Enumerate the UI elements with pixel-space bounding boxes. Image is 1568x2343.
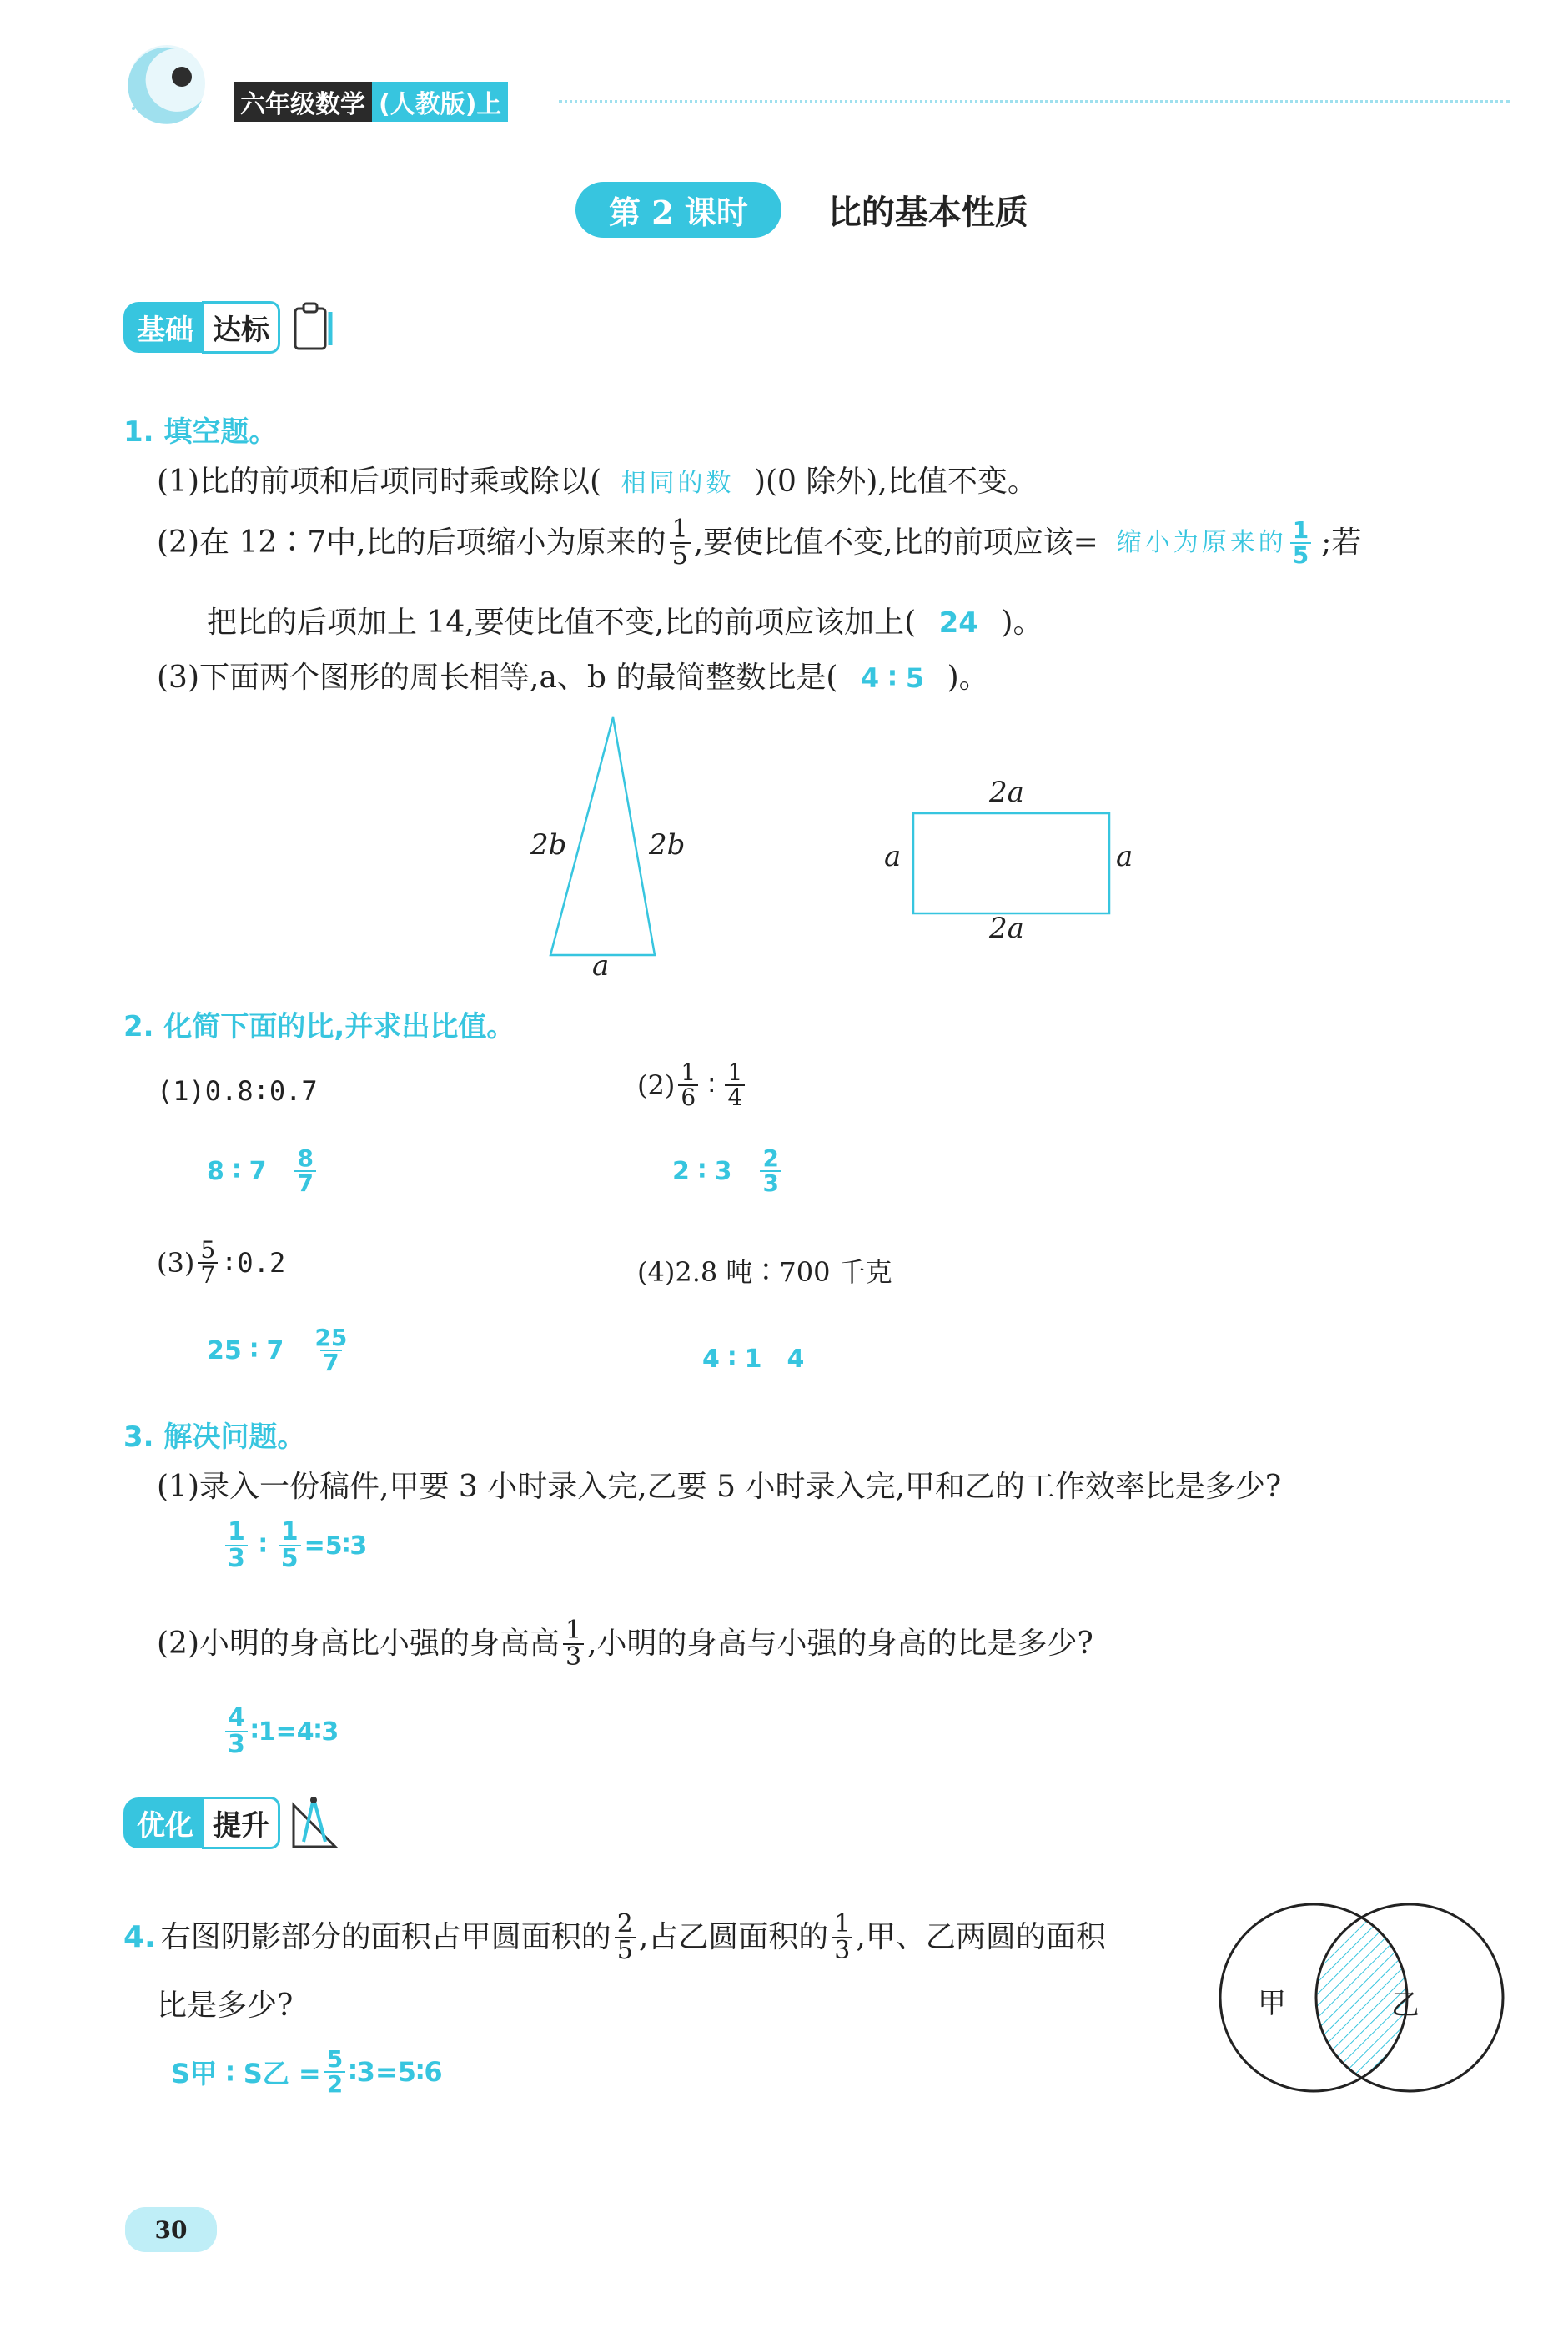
frac-numerator: 1	[834, 1909, 851, 1938]
frac-denominator: 4	[725, 1084, 745, 1109]
frac-denominator: 3	[563, 1643, 584, 1670]
q1-part2-fraction	[670, 517, 691, 569]
q4-line2: 比是多少?	[157, 1989, 294, 2023]
q1-part2-line2	[207, 602, 1043, 644]
frac-numerator: 2	[762, 1144, 779, 1172]
frac-denominator: 6	[678, 1084, 698, 1109]
frac-denominator: 3	[225, 1731, 248, 1757]
q2-item1-value	[294, 1144, 315, 1197]
q3-heading: 3. 解决问题。	[123, 1420, 306, 1454]
frac-denominator: 5	[1290, 542, 1311, 567]
q3-part2-text-b: ,小明的身高与小强的身高的比是多少?	[587, 1627, 1093, 1661]
q3-p1-sep: ∶	[259, 1531, 267, 1561]
q4-answer-frac	[324, 2045, 345, 2098]
frac-numerator: 1	[681, 1058, 696, 1086]
q3-p1-frac-b	[279, 1517, 301, 1573]
q3-part2-answer	[222, 1703, 339, 1759]
frac-numerator: 1	[565, 1616, 582, 1645]
q1-part2-line2-b: )。	[1001, 606, 1043, 640]
page-number: 30	[154, 2215, 188, 2244]
q1-part1-text: (1)比的前项和后项同时乘或除以(	[157, 465, 602, 499]
section-tag-basic	[123, 300, 339, 354]
q4-text-b: ,占乙圆面积的	[638, 1920, 829, 1954]
section-tag-advanced-2: 提升	[202, 1797, 280, 1849]
q1-part1	[157, 461, 1038, 505]
q1-part2-text-c: ;若	[1321, 525, 1362, 560]
q4-answer	[171, 2045, 443, 2098]
frac-denominator: 3	[225, 1545, 248, 1571]
q2-item1-answer	[207, 1144, 319, 1197]
mascot-moon-icon	[117, 33, 217, 133]
q4-frac1	[615, 1909, 636, 1965]
q2-item3	[157, 1236, 286, 1289]
q2-item1-ratio: 8 ∶ 7	[207, 1156, 267, 1186]
frac-numerator: 1	[1292, 516, 1309, 544]
q1-heading: 1. 填空题。	[123, 415, 278, 449]
frac-denominator: 7	[294, 1170, 315, 1195]
q2-item4-value: 4	[787, 1345, 805, 1374]
q1-part1-text-after: )(0 除外),比值不变。	[753, 465, 1038, 499]
lesson-name: 比的基本性质	[827, 194, 1028, 232]
q3-p2-result: ∶1=4∶3	[250, 1717, 339, 1747]
ruler-compass-icon	[289, 1793, 342, 1852]
section-tag-advanced-1: 优化	[123, 1797, 207, 1848]
q3-p2-frac	[225, 1703, 248, 1759]
frac-numerator: 5	[326, 2045, 344, 2073]
q2-item2-sep: ∶	[708, 1069, 716, 1101]
q2-item2-label: (2)	[637, 1069, 676, 1101]
q3-p1-result: =5∶3	[304, 1531, 368, 1561]
rect-top-label: 2a	[989, 776, 1024, 809]
frac-numerator: 1	[727, 1058, 743, 1086]
q2-heading: 2. 化简下面的比,并求出比值。	[123, 1010, 515, 1043]
section-tag-advanced	[123, 1793, 342, 1852]
frac-denominator: 5	[615, 1937, 636, 1963]
page-number-badge	[125, 2207, 217, 2252]
q4-answer-b: ∶3=5∶6	[349, 2056, 443, 2088]
frac-numerator: 2	[616, 1909, 633, 1938]
frac-denominator: 7	[320, 1350, 341, 1375]
q3-part1-answer	[222, 1517, 368, 1573]
frac-numerator: 25	[314, 1324, 348, 1351]
q2-item2-frac-a	[678, 1058, 698, 1111]
frac-denominator: 3	[832, 1937, 852, 1963]
triangle-right-label: 2b	[649, 828, 686, 862]
section-tag-basic-1: 基础	[123, 302, 207, 353]
q1-part1-answer: 相同的数	[621, 469, 735, 498]
q1-part2-answer: 缩小为原来的	[1116, 528, 1287, 557]
q2-item2-value	[760, 1144, 781, 1197]
q3-part1: (1)录入一份稿件,甲要 3 小时录入完,乙要 5 小时录入完,甲和乙的工作效率比是多少?	[157, 1470, 1282, 1504]
q2-item3-label: (3)	[157, 1247, 195, 1279]
q2-item2	[637, 1058, 748, 1111]
q3-part2-text-a: (2)小明的身高比小强的身高高	[157, 1627, 560, 1661]
q3-part2-fraction	[563, 1618, 584, 1670]
lesson-title	[575, 182, 1028, 238]
q2-item2-frac-b	[725, 1058, 745, 1111]
q2-item4-ratio: 4 ∶ 1	[702, 1345, 762, 1374]
section-tag-basic-2: 达标	[202, 301, 280, 354]
q4-frac2	[832, 1909, 852, 1965]
rect-right-label: a	[1116, 840, 1133, 873]
q4-text-a: 右图阴影部分的面积占甲圆面积的	[160, 1920, 611, 1954]
q4-number: 4.	[123, 1920, 156, 1954]
q2-item4-answer	[702, 1345, 804, 1374]
frac-numerator: 1	[228, 1517, 245, 1546]
q1-part2-answer-fraction	[1290, 516, 1311, 569]
q2-item3-value	[312, 1326, 349, 1375]
book-title: 六年级数学	[234, 82, 372, 122]
q2-item3-ratio: 25 ∶ 7	[207, 1335, 284, 1365]
frac-denominator: 3	[760, 1170, 781, 1195]
q1-part2-line2-answer: 24	[938, 606, 978, 640]
circle-right-label: 乙	[1391, 1989, 1420, 2022]
triangle-left-label: 2b	[530, 828, 567, 862]
rectangle-shape	[913, 813, 1109, 913]
frac-numerator: 5	[200, 1236, 216, 1264]
q2-item2-ratio: 2 ∶ 3	[672, 1156, 732, 1186]
q2-item3-rest: ∶0.2	[221, 1247, 286, 1279]
rect-left-label: a	[884, 840, 902, 873]
triangle-base-label: a	[592, 949, 610, 983]
frac-numerator: 1	[280, 1517, 299, 1546]
q3-p1-frac-a	[225, 1517, 248, 1573]
q4-line1	[123, 1909, 1106, 1965]
header-dotted-rule	[559, 100, 1510, 103]
q3-part2	[157, 1618, 1093, 1670]
q1-part2-text-b: ,要使比值不变,比的前项应该=	[693, 525, 1098, 560]
q2-item3-frac	[198, 1236, 218, 1289]
q2-item2-answer	[672, 1144, 785, 1197]
frac-numerator: 8	[297, 1144, 314, 1172]
book-edition: (人教版)上	[372, 82, 508, 122]
q2-item3-answer	[207, 1326, 353, 1375]
q1-part3-answer: 4 ∶ 5	[860, 662, 925, 694]
header	[0, 0, 1568, 142]
frac-denominator: 7	[198, 1262, 218, 1287]
rect-bottom-label: 2a	[989, 912, 1024, 945]
q1-part2-text-a: (2)在 12∶7中,比的后项缩小为原来的	[157, 525, 666, 560]
q1-part3	[157, 657, 989, 699]
frac-numerator: 1	[671, 515, 688, 544]
venn-circles	[1209, 1889, 1518, 2106]
frac-denominator: 5	[279, 1545, 301, 1571]
clipboard-icon	[289, 300, 339, 354]
q1-part3-text-a: (3)下面两个图形的周长相等,a、b 的最简整数比是(	[157, 661, 838, 695]
q2-item1: (1)0.8∶0.7	[157, 1075, 318, 1107]
book-title-bar	[234, 82, 508, 122]
q2-item4: (4)2.8 吨∶700 千克	[637, 1256, 892, 1288]
q1-part3-text-b: )。	[947, 661, 989, 695]
frac-denominator: 2	[324, 2071, 345, 2096]
q1-figures	[500, 705, 1168, 988]
q1-part2-line2-a: 把比的后项加上 14,要使比值不变,比的前项应该加上(	[207, 606, 917, 640]
lesson-label: 第 2 课时	[575, 182, 781, 238]
q1-part2-line1	[157, 517, 1361, 569]
q4-text-c: ,甲、乙两圆的面积	[856, 1920, 1106, 1954]
frac-denominator: 5	[670, 542, 691, 569]
q4-answer-a: S甲 ∶ S乙 =	[171, 2058, 321, 2089]
circle-left-label: 甲	[1258, 1987, 1286, 2020]
frac-numerator: 4	[228, 1703, 245, 1732]
